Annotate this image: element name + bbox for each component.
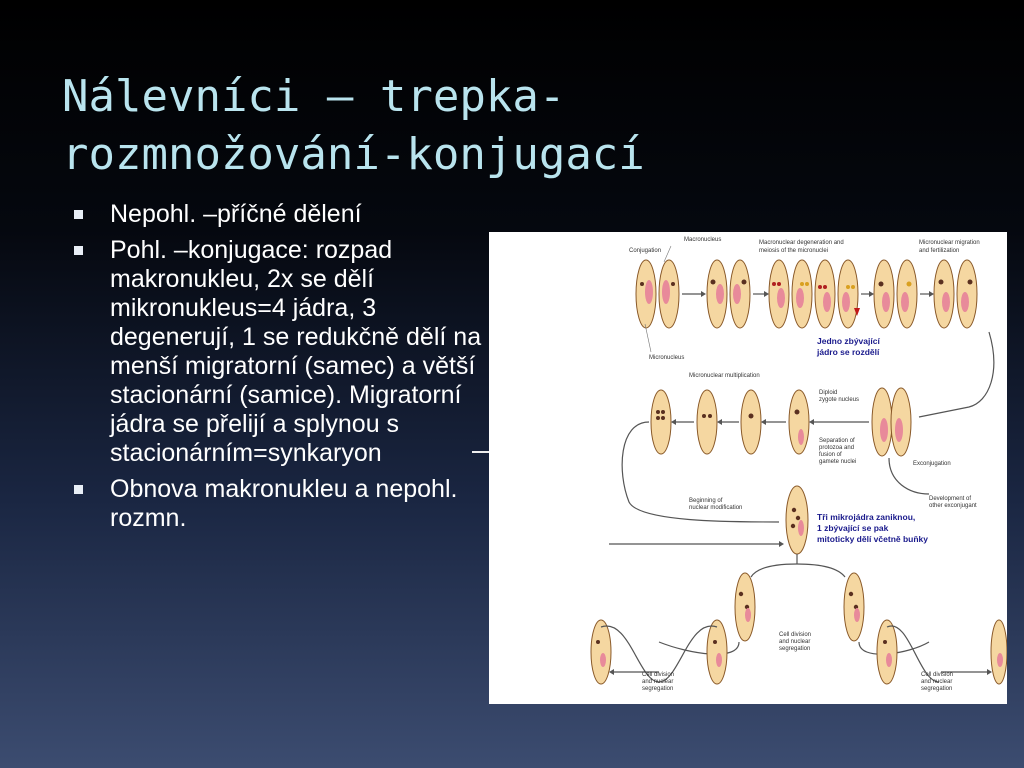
annotation-tri-3: mitoticky dělí včetně buňky	[817, 534, 929, 544]
label-separation-3: fusion of	[819, 452, 842, 458]
label-micronucleus: Micronucleus	[649, 355, 685, 361]
label-macronucleus: Macronucleus	[684, 237, 722, 243]
label-conjugation: Conjugation	[629, 248, 662, 254]
label-macronuclear-degeneration: Macronuclear degeneration and	[759, 240, 844, 246]
label-cell-division-right-2: and nuclear	[921, 679, 953, 685]
slide-title	[62, 68, 1002, 184]
label-cell-division-left-3: segregation	[642, 686, 674, 692]
label-beginning-2: nuclear modification	[689, 505, 743, 511]
label-separation-4: gamete nuclei	[819, 459, 857, 465]
annotation-tri-1: Tři mikrojádra zaniknou,	[817, 512, 916, 522]
bullet-text: Obnova makronukleu a nepohl. rozmn.	[110, 475, 458, 532]
label-development-1: Development of	[929, 496, 972, 502]
conjugation-diagram	[489, 232, 1007, 704]
bullet-item	[72, 236, 492, 468]
label-zygote-nucleus: zygote nucleus	[819, 397, 860, 403]
label-development-2: other exconjugant	[929, 503, 977, 509]
cell-pair-degeneration	[815, 260, 860, 328]
label-micronuclear-multiplication: Micronuclear multiplication	[689, 373, 760, 379]
bullet-text: Pohl. –konjugace: rozpad makronukleu, 2x se dělí mikronukleus=4 jádra, 3 degenerují, 1 se redukčně dělí na menší migratorní (samec) a větší stacionární (samice). Migratorní jádra se přelijí a splynou s stacionárním=synkaryon	[110, 236, 482, 467]
label-separation-2: protozoa and	[819, 445, 855, 451]
label-exconjugation: Exconjugation	[913, 461, 951, 467]
bullet-item	[72, 475, 492, 533]
label-cell-division-right-3: segregation	[921, 686, 953, 692]
label-cell-division-right-1: Cell division	[921, 672, 954, 678]
cell-pair-fertilization	[934, 260, 977, 328]
annotation-jedno-1: Jedno zbývající	[817, 336, 880, 346]
label-cell-division-mid-1: Cell division	[779, 632, 812, 638]
annotation-tri-2: 1 zbývající se pak	[817, 523, 889, 533]
label-beginning-1: Beginning of	[689, 498, 723, 504]
label-separation-1: Separation of	[819, 438, 855, 444]
cell-pair-conjugation	[636, 260, 679, 328]
square-bullet-icon	[74, 210, 83, 219]
label-diploid: Diploid	[819, 390, 838, 396]
square-bullet-icon	[74, 246, 83, 255]
bullet-list	[72, 200, 492, 540]
square-bullet-icon	[74, 485, 83, 494]
title-line-1: Nálevníci – trepka-	[62, 71, 566, 122]
label-cell-division-mid-2: and nuclear	[779, 639, 811, 645]
row4-cells	[735, 554, 864, 641]
label-cell-division-mid-3: segregation	[779, 646, 811, 652]
label-micronuclear-migration: Micronuclear migration	[919, 240, 980, 246]
cell-pair-migration	[874, 260, 917, 328]
label-cell-division-left-2: and nuclear	[642, 679, 674, 685]
diagram-svg	[489, 232, 1007, 704]
annotation-jedno-2: jádro se rozdělí	[817, 347, 880, 357]
title-line-2: rozmnožování-konjugací	[62, 129, 645, 180]
label-cell-division-left-1: Cell division	[642, 672, 675, 678]
label-meiosis: meiosis of the micronuclei	[759, 248, 829, 254]
row3-cell	[786, 486, 808, 554]
bullet-item	[72, 200, 492, 229]
cell-pair-stage-2	[707, 260, 750, 328]
cell-pair-stage-4	[769, 260, 812, 328]
bullet-text: Nepohl. –příčné dělení	[110, 200, 362, 228]
label-and-fertilization: and fertilization	[919, 248, 960, 254]
